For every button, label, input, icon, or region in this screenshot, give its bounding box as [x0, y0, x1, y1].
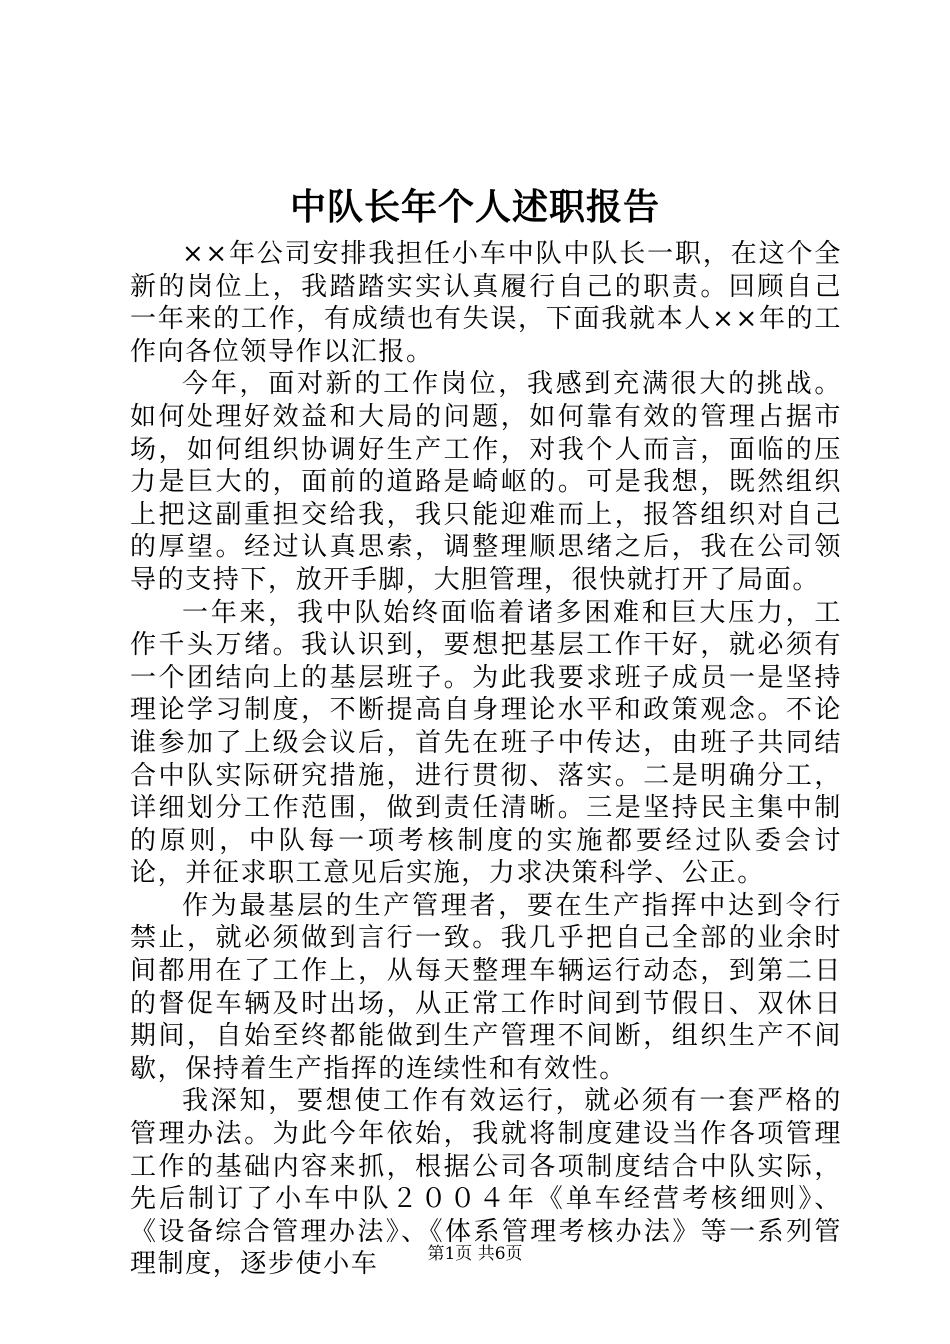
paragraph: 作为最基层的生产管理者，要在生产指挥中达到令行禁止，就必须做到言行一致。我几乎把自己全部的业余时间都用在了工作上，从每天整理车辆运行动态，到第二日的督促车辆及时出场，从正常工作时间到节假日、双休日期间，自始至终都能做到生产管理不间断，组织生产不间歇，保持着生产指挥的连续性和有效性。 — [130, 890, 842, 1084]
paragraph: ××年公司安排我担任小车中队中队长一职，在这个全新的岗位上，我踏踏实实认真履行自己的职责。回顾自己一年来的工作，有成绩也有失误，下面我就本人××年的工作向各位领导作以汇报。 — [130, 239, 842, 367]
document-title: 中队长年个人述职报告 — [289, 186, 660, 228]
paragraph: 一年来，我中队始终面临着诸多困难和巨大压力，工作千头万绪。我认识到，要想把基层工作干好，就必须有一个团结向上的基层班子。为此我要求班子成员一是坚持理论学习制度，不断提高自身理论水平和政策观念。不论谁参加了上级会议后，首先在班子中传达，由班子共同结合中队实际研究措施，进行贯彻、落实。二是明确分工，详细划分工作范围，做到责任清晰。三是坚持民主集中制的原则，中队每一项考核制度的实施都要经过队委会讨论，并征求职工意见后实施，力求决策科学、公正。 — [130, 597, 842, 889]
document-body — [130, 238, 842, 1281]
paragraph: 我深知，要想使工作有效运行，就必须有一套严格的管理办法。为此今年依始，我就将制度建设当作各项管理工作的基础内容来抓，根据公司各项制度结合中队实际，先后制订了小车中队２００４年《单车经营考核细则》、《设备综合管理办法》、《体系管理考核办法》等一系列管理制度，逐步使小车 — [130, 1086, 842, 1280]
paragraph: 今年，面对新的工作岗位，我感到充满很大的挑战。如何处理好效益和大局的问题，如何靠有效的管理占据市场，如何组织协调好生产工作，对我个人而言，面临的压力是巨大的，面前的道路是崎岖的。可是我想，既然组织上把这副重担交给我，我只能迎难而上，报答组织对自己的厚望。经过认真思索，调整理顺思绪之后，我在公司领导的支持下，放开手脚，大胆管理，很快就打开了局面。 — [130, 369, 842, 595]
page-number-footer: 第1页 共6页 — [427, 1244, 523, 1264]
